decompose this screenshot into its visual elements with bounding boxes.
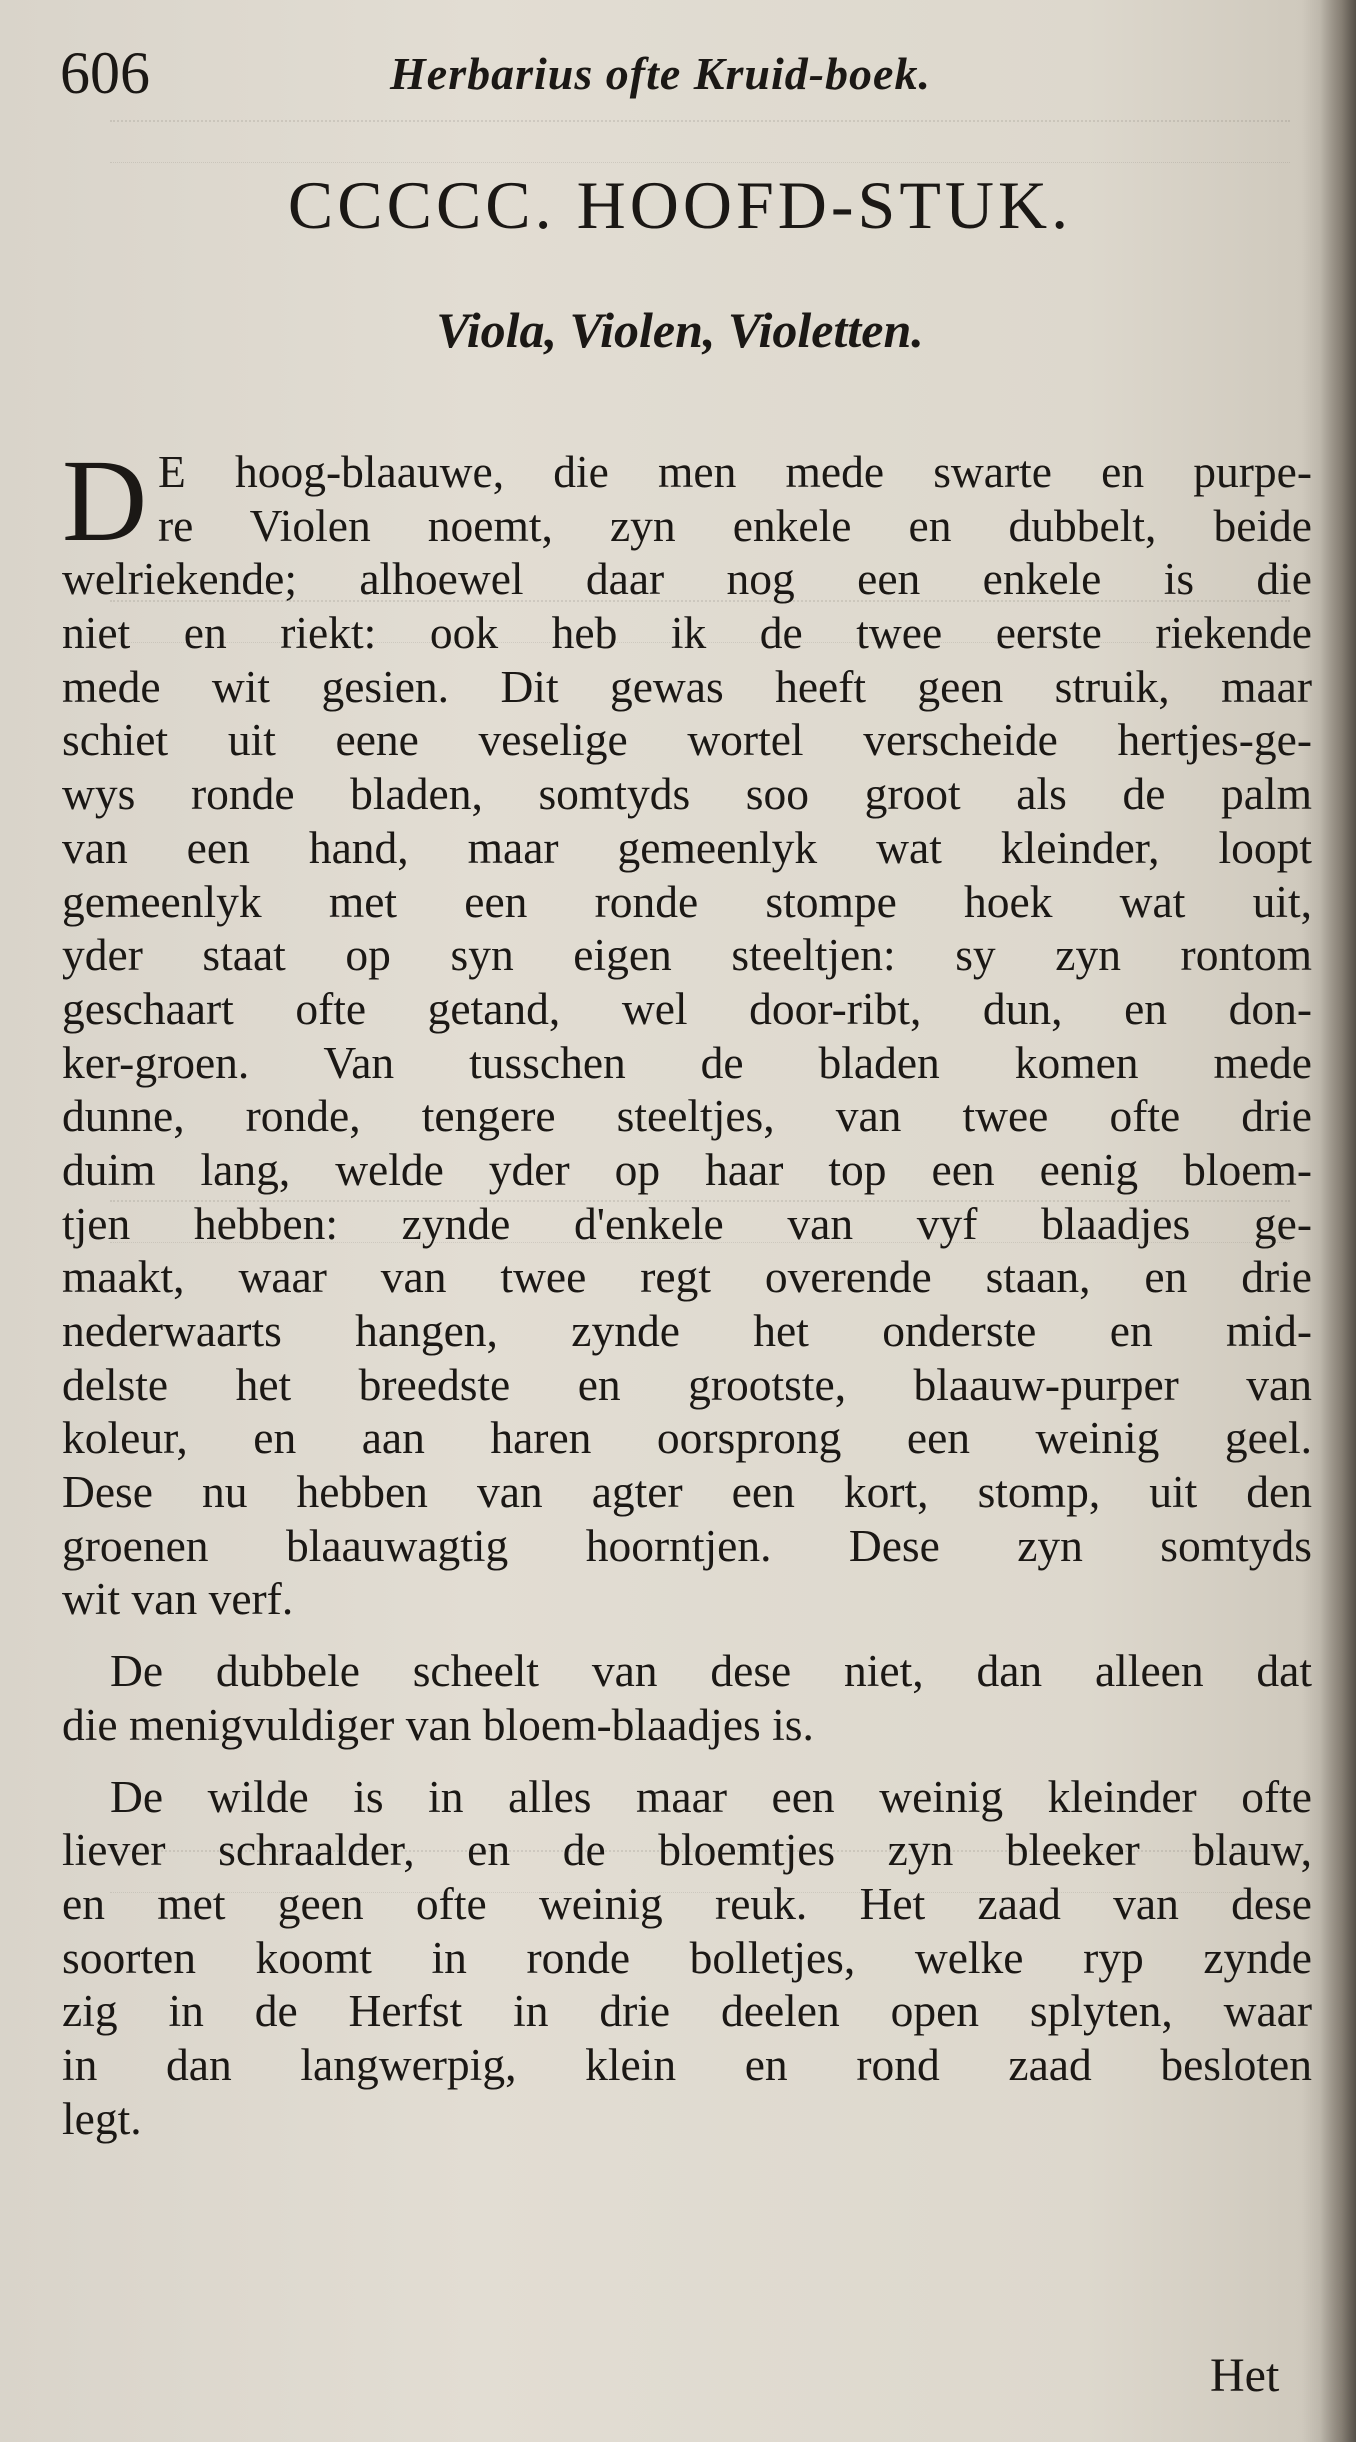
text-line: E hoog-blaauwe, die men mede swarte en purpe- [158, 446, 1312, 497]
page-gutter-shadow [1320, 0, 1356, 2442]
text-line: duim lang, welde yder op haar top een eenig bloem- [62, 1143, 1312, 1195]
catchword: Het [1210, 2349, 1280, 2402]
text-line: schiet uit eene veselige wortel verscheide hertjes-ge- [62, 714, 1312, 766]
text-line: delste het breedste en grootste, blaauw-purper van [62, 1358, 1312, 1410]
text-line: geschaart ofte getand, wel door-ribt, dun, en don- [62, 982, 1312, 1034]
text-line: Dese nu hebben van agter een kort, stomp, uit den [62, 1466, 1312, 1518]
text-line: niet en riekt: ook heb ik de twee eerste riekende [62, 607, 1312, 659]
text-line: nederwaarts hangen, zynde het onderste en mid- [62, 1305, 1312, 1356]
text-line: ker-groen. Van tusschen de bladen komen mede [62, 1036, 1312, 1088]
text-line: gemeenlyk met een ronde stompe hoek wat uit, [62, 875, 1312, 927]
text-line: en met geen ofte weinig reuk. Het zaad van dese [62, 1877, 1312, 1929]
drop-cap: D [62, 435, 148, 566]
text-line: groenen blaauwagtig hoorntjen. Dese zyn somtyds [62, 1519, 1312, 1571]
text-line: dunne, ronde, tengere steeltjes, van twee ofte drie [62, 1090, 1312, 1142]
running-head: Herbarius ofte Kruid-boek. [390, 48, 931, 99]
text-line: legt. [62, 2092, 142, 2144]
page-header [60, 38, 1300, 118]
text-line: die menigvuldiger van bloem-blaadjes is. [62, 1698, 814, 1750]
paragraph-gap [62, 1626, 1312, 1644]
text-line: in dan langwerpig, klein en rond zaad besloten [62, 2038, 1312, 2090]
text-line: re Violen noemt, zyn enkele en dubbelt, beide [158, 499, 1312, 551]
text-line: mede wit gesien. Dit gewas heeft geen struik, maar [62, 660, 1312, 712]
text-line: van een hand, maar gemeenlyk wat kleinder, loopt [62, 821, 1312, 873]
text-line: yder staat op syn eigen steeltjen: sy zyn rontom [62, 929, 1312, 981]
text-line: wit van verf. [62, 1573, 294, 1625]
page-number: 606 [60, 40, 150, 106]
text-line: liever schraalder, en de bloemtjes zyn bleeker blauw, [62, 1824, 1312, 1876]
text-line: maakt, waar van twee regt overende staan, en drie [62, 1251, 1312, 1303]
body-text [62, 435, 1312, 2145]
text-line: tjen hebben: zynde d'enkele van vyf blaadjes ge- [62, 1197, 1312, 1249]
paragraph-gap [62, 1752, 1312, 1770]
text-line: wys ronde bladen, somtyds soo groot als de palm [62, 768, 1312, 820]
text-line: De wilde is in alles maar een weinig kleinder ofte [110, 1770, 1312, 1822]
text-line: koleur, en aan haren oorsprong een weinig geel. [62, 1412, 1312, 1464]
text-line: soorten koomt in ronde bolletjes, welke ryp zynde [62, 1931, 1312, 1983]
chapter-subtitle: Viola, Violen, Violetten. [436, 302, 924, 358]
text-line: De dubbele scheelt van dese niet, dan alleen dat [110, 1645, 1312, 1697]
show-through-text [110, 120, 1290, 163]
chapter-heading: CCCCC. HOOFD-STUK. [287, 167, 1073, 243]
text-line: welriekende; alhoewel daar nog een enkele is die [62, 553, 1312, 605]
text-line: zig in de Herfst in drie deelen open splyten, waar [62, 1985, 1312, 2037]
